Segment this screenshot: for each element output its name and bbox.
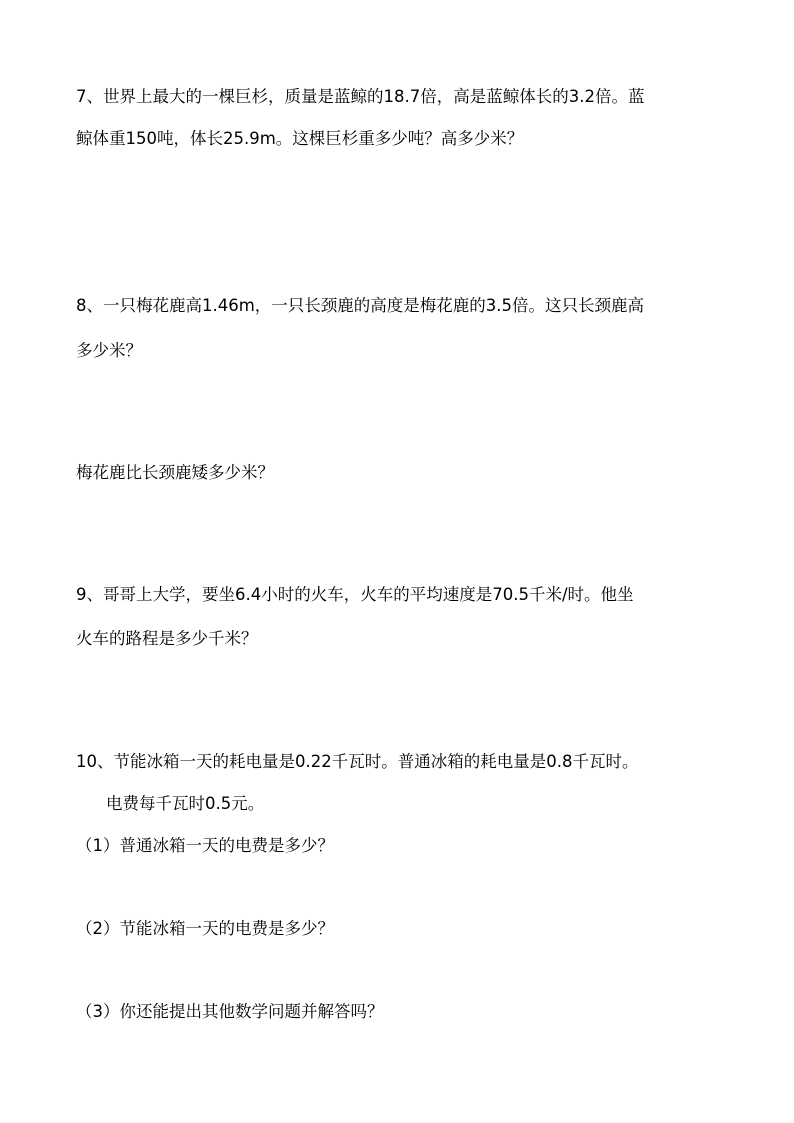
- problem-10-line-2: 电费每千瓦时0.5元。: [106, 794, 265, 813]
- problem-7-line-2: 鲸体重150吨，体长25.9m。这棵巨杉重多少吨？高多少米？: [76, 129, 524, 148]
- problem-9-line-2: 火车的路程是多少千米？: [76, 629, 258, 648]
- problem-8-followup: 梅花鹿比长颈鹿矮多少米？: [76, 463, 274, 482]
- problem-8-line-1: 8、一只梅花鹿高1.46m，一只长颈鹿的高度是梅花鹿的3.5倍。这只长颈鹿高: [76, 296, 645, 315]
- problem-10-question-3: （3）你还能提出其他数学问题并解答吗？: [76, 1002, 384, 1021]
- problem-10-question-1: （1）普通冰箱一天的电费是多少？: [76, 836, 334, 855]
- problem-8-line-2: 多少米？: [76, 341, 142, 360]
- problem-7-line-1: 7、世界上最大的一棵巨杉，质量是蓝鲸的18.7倍，高是蓝鲸体长的3.2倍。蓝: [76, 87, 645, 106]
- problem-9-line-1: 9、哥哥上大学，要坐6.4小时的火车，火车的平均速度是70.5千米/时。他坐: [76, 585, 634, 604]
- problem-10-line-1: 10、节能冰箱一天的耗电量是0.22千瓦时。普通冰箱的耗电量是0.8千瓦时。: [76, 752, 639, 771]
- problem-10-question-2: （2）节能冰箱一天的电费是多少？: [76, 919, 334, 938]
